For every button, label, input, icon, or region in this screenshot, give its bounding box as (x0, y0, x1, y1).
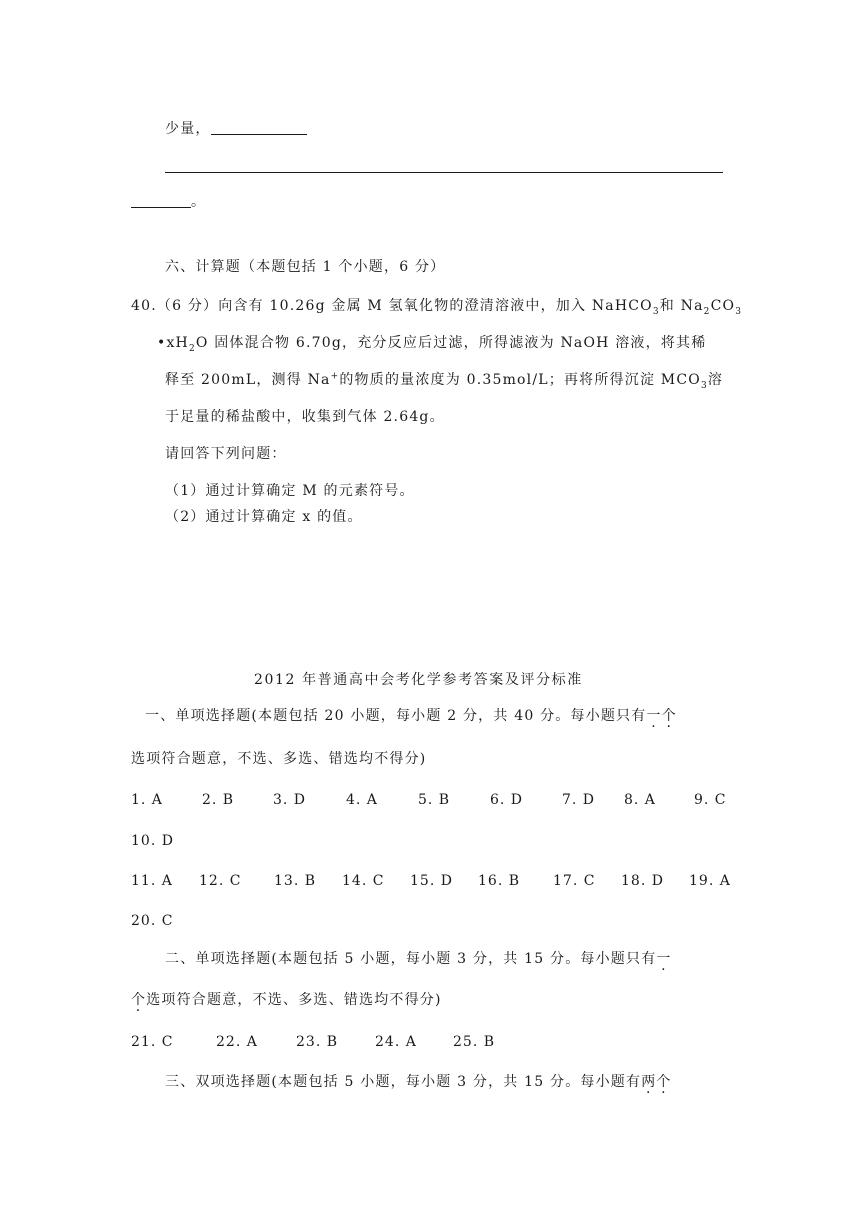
answer-blank-short[interactable] (131, 193, 191, 208)
answer-blank[interactable] (211, 120, 307, 135)
section-heading-6: 六、计算题（本题包括 1 个小题，6 分） (165, 259, 446, 275)
question-text: O 固体混合物 6.70g，充分反应后过滤，所得滤液为 NaOH 溶液，将其稀 (195, 335, 707, 351)
answer-item: 20. C (131, 913, 174, 929)
question-40-line-3 (165, 371, 723, 389)
answer-item: 17. C (553, 873, 596, 889)
question-text: 溶 (707, 372, 724, 388)
emphasis-char: 个 (656, 1074, 672, 1090)
answer-item: 1. A (131, 792, 163, 808)
fill-in-prefix: 少量， (165, 121, 211, 137)
question-40-sub-2: （2）通过计算确定 x 的值。 (165, 509, 363, 525)
answer-item: 25. B (453, 1034, 496, 1050)
answer-item: 2. B (202, 792, 235, 808)
subscript: 3 (652, 306, 660, 317)
part2-text: 选项符合题意，不选、多选、错选均不得分) (146, 992, 442, 1008)
question-points: （6 分） (156, 298, 219, 314)
answer-key-title: 2012 年普通高中会考化学参考答案及评分标准 (254, 672, 583, 688)
emphasis-char: 一 (646, 708, 662, 724)
answer-item: 8. A (624, 792, 656, 808)
part1-text: 一、单项选择题(本题包括 20 小题，每小题 2 分，共 40 分。每小题只有 (145, 708, 647, 724)
answer-item: 6. D (490, 792, 524, 808)
question-text: 向含有 10.26g 金属 M 氢氧化物的澄清溶液中，加入 NaHCO (218, 298, 653, 314)
part3-text: 三、双项选择题(本题包括 5 小题，每小题 3 分，共 15 分。每小题有 (165, 1074, 642, 1090)
part1-line-1 (145, 707, 677, 725)
subscript: 3 (700, 380, 708, 391)
part1-line-2: 选项符合题意，不选、多选、错选均不得分) (131, 751, 427, 767)
emphasis-char: 个 (131, 992, 147, 1008)
emphasis-char: 两 (641, 1074, 657, 1090)
question-40-line-2 (157, 334, 706, 352)
answer-item: 5. B (418, 792, 451, 808)
answer-item: 11. A (131, 873, 173, 889)
subscript: 2 (188, 343, 196, 354)
subscript: 3 (735, 306, 743, 317)
emphasis-char: 一 (656, 951, 672, 967)
question-40-prompt: 请回答下列问题： (165, 446, 287, 462)
question-text: 和 Na (659, 298, 704, 314)
question-text: 的物质的量浓度为 0.35mol/L；再将所得沉淀 MCO (339, 372, 701, 388)
answer-item: 14. C (342, 873, 385, 889)
question-text: 释至 200mL，测得 Na (165, 372, 331, 388)
question-40-line-1 (131, 297, 742, 315)
answer-item: 24. A (375, 1034, 417, 1050)
answer-item: 22. A (216, 1034, 258, 1050)
answer-blank-long[interactable] (165, 172, 723, 173)
answer-item: 15. D (410, 873, 453, 889)
answer-item: 3. D (273, 792, 307, 808)
subscript: 2 (703, 306, 711, 317)
question-40-line-4: 于足量的稀盐酸中，收集到气体 2.64g。 (165, 409, 445, 425)
answer-item: 18. D (621, 873, 664, 889)
answer-item: 19. A (689, 873, 731, 889)
superscript: + (330, 371, 340, 382)
answer-item: 23. B (296, 1034, 339, 1050)
question-text: CO (710, 298, 736, 314)
emphasis-char: 个 (661, 708, 677, 724)
question-number: 40. (131, 298, 157, 314)
fill-in-period: 。 (191, 194, 207, 210)
fill-in-line-3 (131, 193, 206, 211)
question-40-sub-1: （1）通过计算确定 M 的元素符号。 (165, 483, 415, 499)
part2-text: 二、单项选择题(本题包括 5 小题，每小题 3 分，共 15 分。每小题只有 (165, 951, 657, 967)
question-text: •xH (157, 335, 189, 351)
part2-line-1 (165, 950, 672, 968)
answer-item: 9. C (694, 792, 727, 808)
part3-line-1 (165, 1073, 672, 1091)
answer-item: 10. D (131, 833, 174, 849)
part2-line-2 (131, 991, 442, 1009)
answer-item: 16. B (478, 873, 521, 889)
answer-item: 13. B (274, 873, 317, 889)
answer-item: 4. A (346, 792, 378, 808)
answer-item: 21. C (131, 1034, 174, 1050)
answer-item: 7. D (562, 792, 596, 808)
answer-item: 12. C (199, 873, 242, 889)
fill-in-line-1 (165, 120, 307, 138)
